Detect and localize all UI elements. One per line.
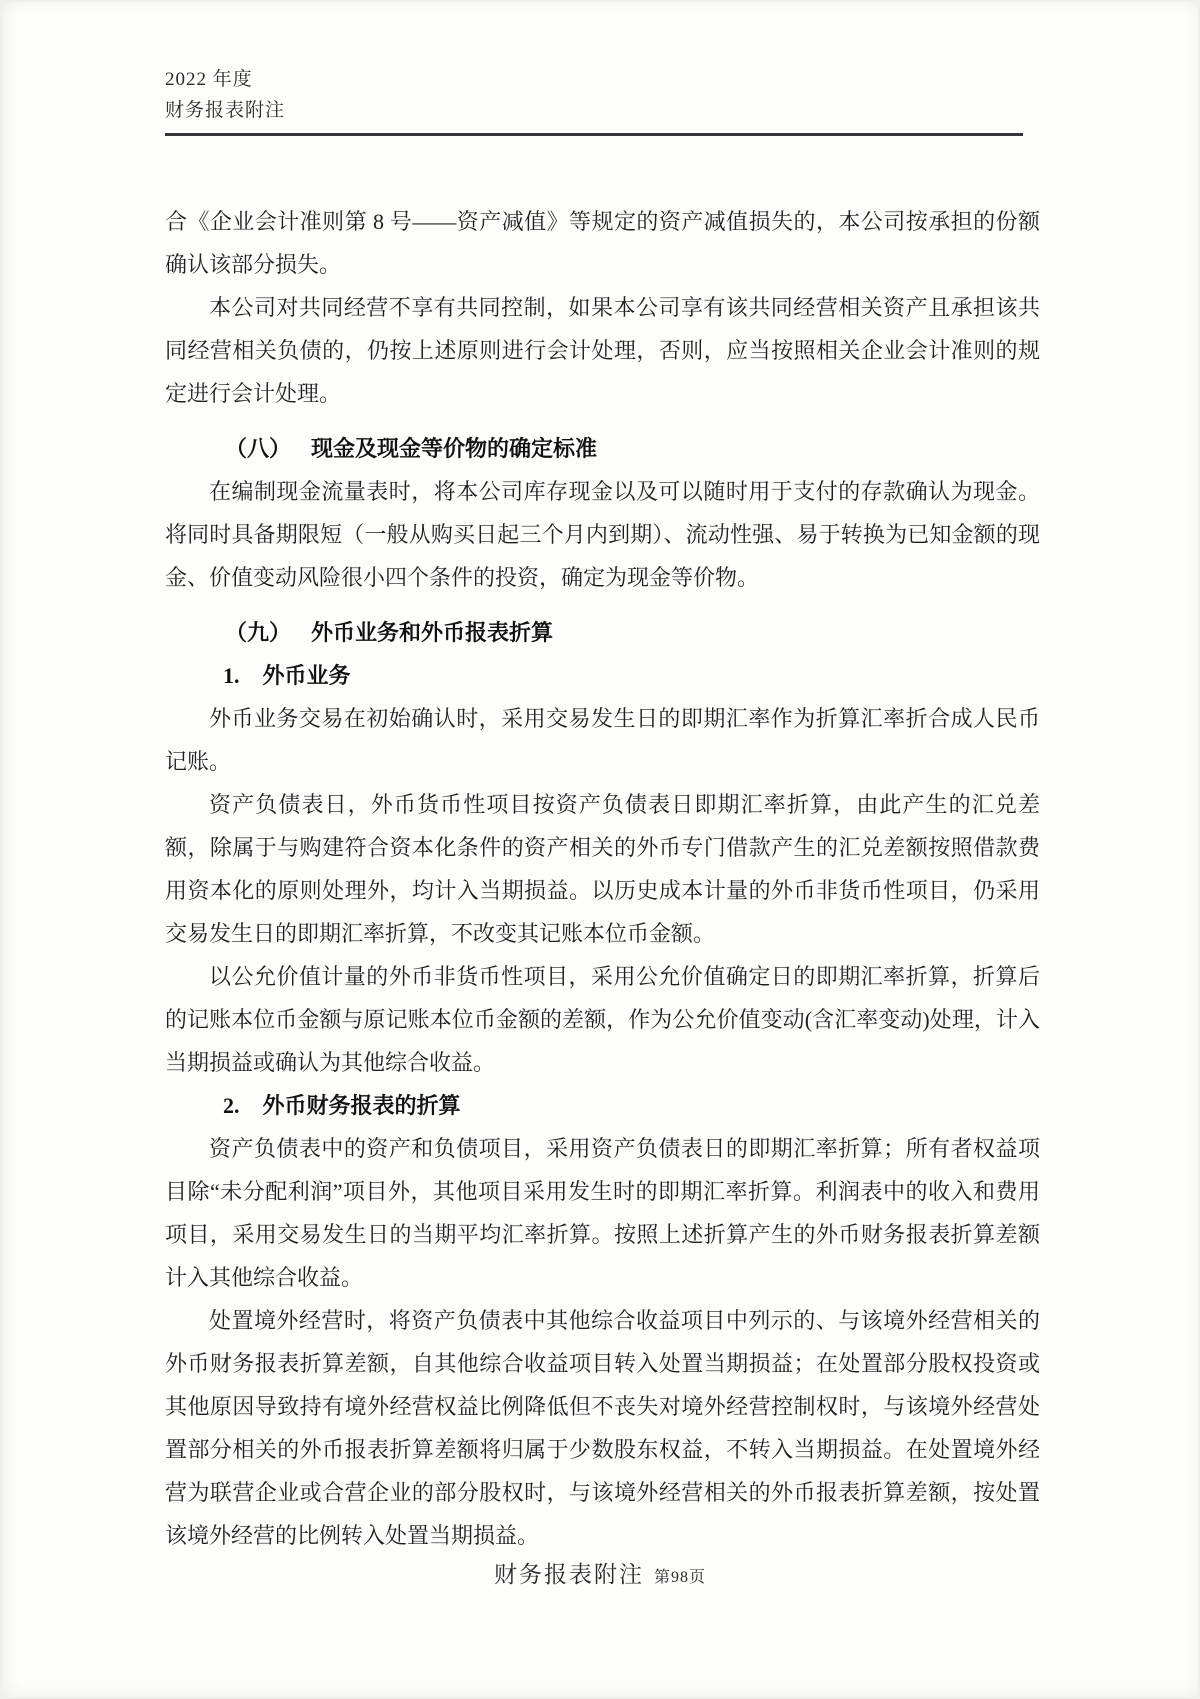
subheading-title: 外币业务 [262,663,351,688]
subheading-title: 外币财务报表的折算 [262,1093,461,1118]
subheading-number: 2. [223,1093,240,1118]
paragraph-joint-operation: 本公司对共同经营不享有共同控制，如果本公司享有该共同经营相关资产且承担该共同经营相关负债的，仍按上述原则进行会计处理，否则，应当按照相关企业会计准则的规定进行会计处理。 [165,295,1040,406]
section-heading-cash-equivalents [165,427,1040,470]
section-heading-title: 现金及现金等价物的确定标准 [311,436,598,461]
paragraph-continuation: 合《企业会计准则第 8 号——资产减值》等规定的资产减值损失的，本公司按承担的份额确认该部分损失。 [165,209,1040,277]
paragraph-initial-recognition: 外币业务交易在初始确认时，采用交易发生日的即期汇率作为折算汇率折合成人民币记账。 [165,706,1040,774]
section-heading-number: （九） [225,620,292,645]
footer-page-number: 第98页 [653,1569,706,1586]
section-heading-foreign-currency [165,611,1040,654]
header-year-line: 2022 年度 [165,69,253,90]
page-footer [0,1556,1200,1589]
section-heading-number: （八） [225,436,292,461]
footer-title: 财务报表附注 [493,1562,644,1587]
subheading-number: 1. [223,663,240,688]
paragraph-balance-sheet-date: 资产负债表日，外币货币性项目按资产负债表日即期汇率折算，由此产生的汇兑差额，除属于与购建符合资本化条件的资产相关的外币专门借款产生的汇兑差额按照借款费用资本化的原则处理外，均计入当期损益。以历史成本计量的外币非货币性项目，仍采用交易发生日的即期汇率折算，不改变其记账本位币金额。 [165,792,1040,946]
section-heading-title: 外币业务和外币报表折算 [311,620,554,645]
document-body [165,200,1040,1557]
paragraph-translation-method: 资产负债表中的资产和负债项目，采用资产负债表日的即期汇率折算；所有者权益项目除“未分配利润”项目外，其他项目采用发生时的即期汇率折算。利润表中的收入和费用项目，采用交易发生日的当期平均汇率折算。按照上述折算产生的外币财务报表折算差额计入其他综合收益。 [165,1136,1040,1290]
header-doc-title: 财务报表附注 [165,100,286,121]
page-header [165,64,285,126]
paragraph-cash-definition: 在编制现金流量表时，将本公司库存现金以及可以随时用于支付的存款确认为现金。将同时具备期限短（一般从购买日起三个月内到期）、流动性强、易于转换为已知金额的现金、价值变动风险很小四个条件的投资，确定为现金等价物。 [165,479,1040,590]
subheading-statement-translation [165,1084,1040,1127]
paragraph-disposal-foreign-operation: 处置境外经营时，将资产负债表中其他综合收益项目中列示的、与该境外经营相关的外币财务报表折算差额，自其他综合收益项目转入处置当期损益；在处置部分股权投资或其他原因导致持有境外经营权益比例降低但不丧失对境外经营控制权时，与该境外经营处置部分相关的外币报表折算差额将归属于少数股东权益，不转入当期损益。在处置境外经营为联营企业或合营企业的部分股权时，与该境外经营相关的外币报表折算差额，按处置该境外经营的比例转入处置当期损益。 [165,1308,1040,1548]
paragraph-fair-value-items: 以公允价值计量的外币非货币性项目，采用公允价值确定日的即期汇率折算，折算后的记账本位币金额与原记账本位币金额的差额，作为公允价值变动(含汇率变动)处理，计入当期损益或确认为其他综合收益。 [165,964,1040,1075]
header-divider-rule [165,133,1023,136]
subheading-foreign-currency-business [165,654,1040,697]
